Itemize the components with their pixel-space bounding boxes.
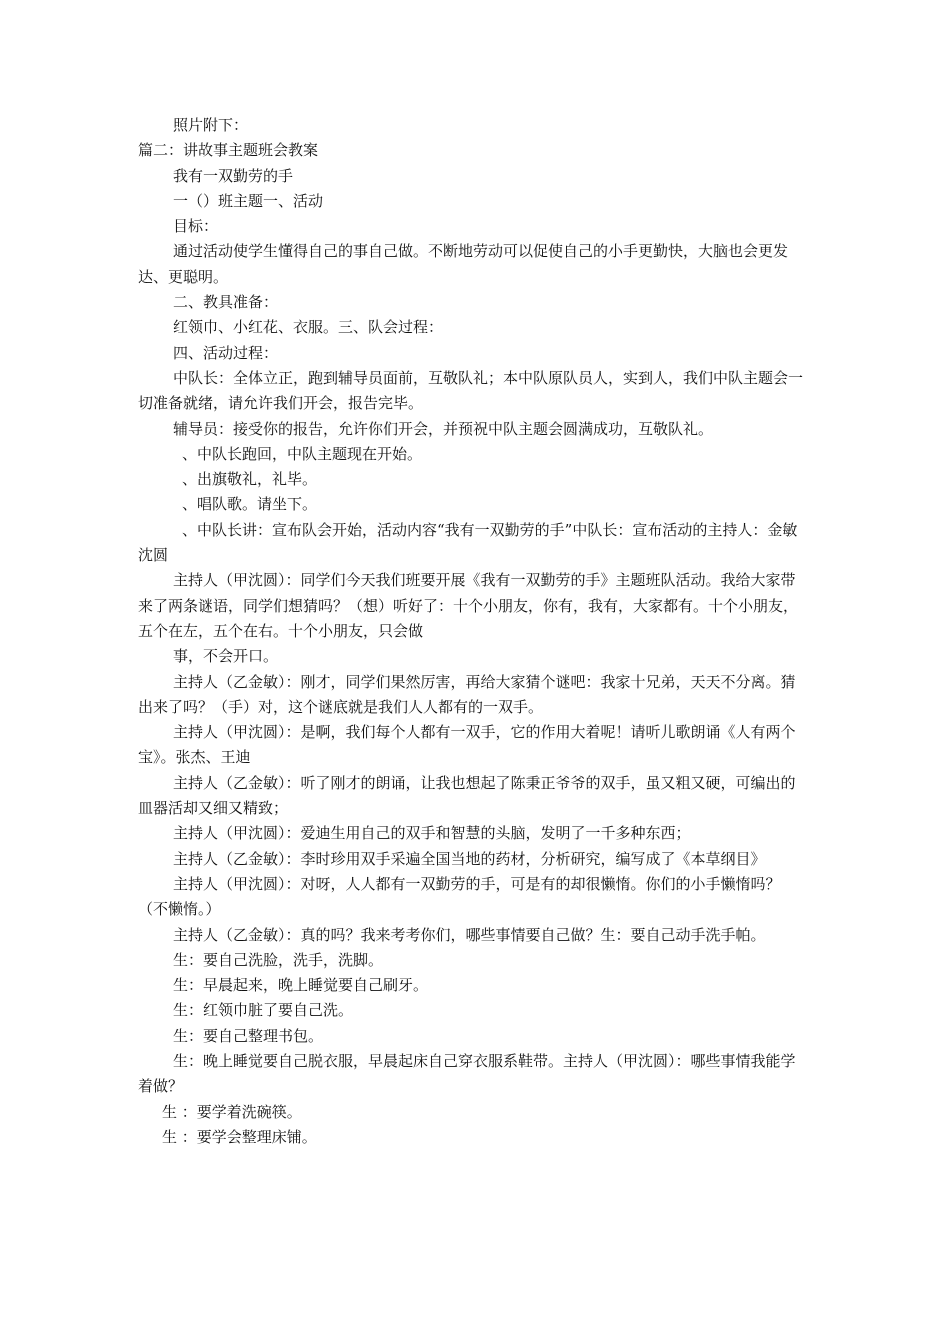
host-paragraph: 主持人（乙金敏）：听了刚才的朗诵，让我也想起了陈秉正爷爷的双手，虽又粗又硬，可编出的皿器活却又细又精致； [138, 773, 796, 818]
materials-heading: 二、教具准备： [173, 293, 279, 312]
student-line: 生：早晨起来，晚上睡觉要自己刷牙。 [173, 976, 429, 995]
student-line: 生：红领巾脏了要自己洗。 [173, 1001, 354, 1020]
student-line: 生：要自己洗脸，洗手，洗脚。 [173, 950, 384, 969]
step-line: 、中队长跑回，中队主题现在开始。 [182, 444, 423, 463]
host-paragraph-continuation: 事，不会开口。 [173, 647, 279, 666]
host-paragraph: 主持人（甲沈圆）：爱迪生用自己的双手和智慧的头脑，发明了一千多种东西； [173, 824, 691, 843]
materials-paragraph: 红领巾、小红花、衣服。三、队会过程： [173, 318, 444, 337]
goal-paragraph: 通过活动使学生懂得自己的事自己做。不断地劳动可以促使自己的小手更勤快，大脑也会更发达、更聪明。 [138, 242, 789, 286]
class-activity-heading: 一（）班主题一、活动 [173, 191, 324, 210]
host-paragraph: 主持人（甲沈圆）：对呀，人人都有一双勤劳的手，可是有的却很懒惰。你们的小手懒惰吗？（不懒惰。） [138, 874, 781, 919]
squadron-leader-paragraph: 中队长：全体立正，跑到辅导员面前，互敬队礼；本中队原队员人，实到人，我们中队主题会一切准备就绪，请允许我们开会，报告完毕。 [138, 368, 804, 413]
student-line: 生 ：要学着洗碗筷。 [162, 1102, 302, 1121]
student-line: 生：要自己整理书包。 [173, 1026, 324, 1045]
host-paragraph: 主持人（甲沈圆）：同学们今天我们班要开展《我有一双勤劳的手》主题班队活动。我给大家带来了两条谜语，同学们想猜吗？（想）听好了：十个小朋友，你有，我有，大家都有。十个小朋友，五个在左，五个在右。十个小朋友，只会做 [138, 571, 799, 640]
host-paragraph: 主持人（乙金敏）：李时珍用双手采遍全国当地的药材，分析研究，编写成了《本草纲目》 [173, 849, 766, 868]
host-paragraph: 主持人（乙金敏）：真的吗？我来考考你们，哪些事情要自己做？生：要自己动手洗手帕。 [173, 925, 766, 944]
step-line: 、出旗敬礼，礼毕。 [182, 470, 318, 489]
counselor-paragraph: 辅导员：接受你的报告，允许你们开会，并预祝中队主题会圆满成功，互敬队礼。 [173, 419, 714, 438]
lesson-title: 我有一双勤劳的手 [173, 166, 294, 185]
document-body [138, 113, 810, 1150]
goal-heading: 目标： [173, 217, 219, 236]
host-paragraph: 主持人（甲沈圆）：是啊，我们每个人都有一双手，它的作用大着呢！请听儿歌朗诵《人有两个宝》。张杰、王迪 [138, 723, 796, 767]
student-line: 生：晚上睡觉要自己脱衣服，早晨起床自己穿衣服系鞋带。主持人（甲沈圆）：哪些事情我能学着做？ [138, 1051, 796, 1096]
step-line: 、唱队歌。请坐下。 [182, 495, 318, 514]
line-photo-attached: 照片附下： [173, 116, 249, 134]
host-paragraph: 主持人（乙金敏）：刚才，同学们果然厉害，再给大家猜个谜吧：我家十兄弟，天天不分离。猜出来了吗？（手）对，这个谜底就是我们人人都有的一双手。 [138, 672, 796, 716]
step-line: 、中队长讲：宣布队会开始，活动内容“我有一双勤劳的手”中队长：宣布活动的主持人：金敏沈圆 [138, 520, 798, 565]
section-title: 篇二：讲故事主题班会教案 [138, 141, 319, 160]
student-line: 生 ：要学会整理床铺。 [162, 1127, 317, 1146]
process-heading: 四、活动过程： [173, 343, 279, 362]
